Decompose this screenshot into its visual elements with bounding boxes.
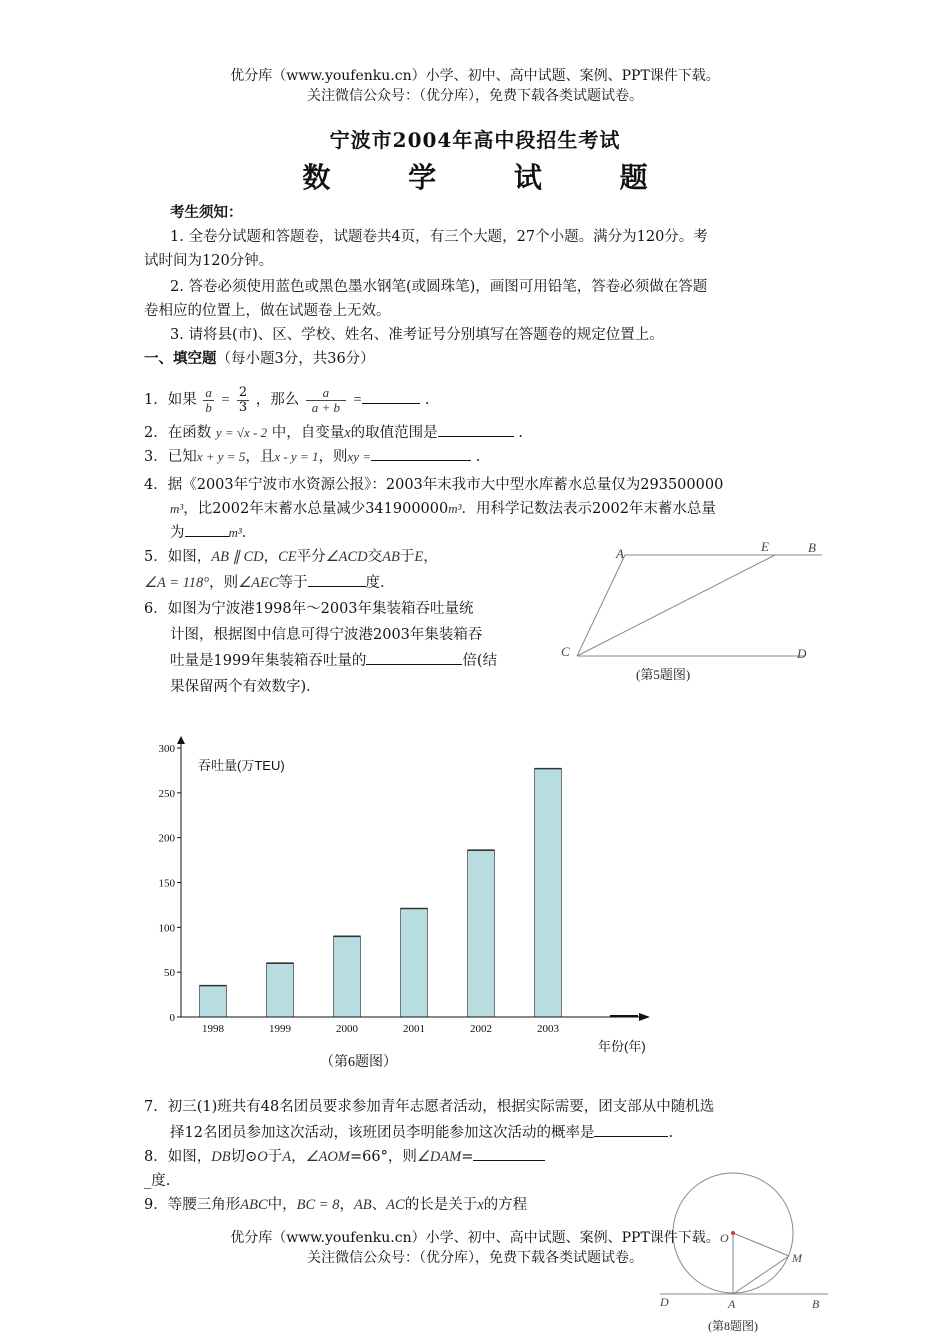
fig5-label-c: C	[561, 644, 570, 659]
x-tick-label-2002: 2002	[470, 1023, 492, 1035]
q2-mid: 中，自变量	[271, 425, 345, 441]
q6-l3-post: 倍(结	[462, 653, 498, 669]
fig5-line-ce	[577, 555, 775, 656]
fig5-caption: (第5题图)	[636, 667, 691, 682]
q5-line-2	[144, 572, 385, 594]
q6-line-4: 果保留两个有效数字)．	[170, 679, 321, 695]
q3-mid: ，且	[245, 449, 275, 465]
q5-ab-cd: AB ∥ CD	[211, 549, 264, 565]
y-tick-label: 50	[164, 967, 175, 980]
q5-bisect: 平分	[296, 549, 326, 565]
q6-line-2: 计图，根据图中信息可得宁波港2003年集装箱吞	[170, 627, 483, 643]
y-tick-label: 300	[158, 743, 175, 755]
q5-l1end: ，	[423, 549, 438, 565]
q3-f3: xy =	[347, 449, 372, 464]
q5-ab: AB	[382, 549, 400, 565]
q1-f2-num: 2	[238, 384, 248, 400]
q3-f2: x - y = 1	[274, 449, 319, 464]
q5-comma: ，	[263, 549, 279, 565]
section-1-note: （每小题3分，共36分）	[216, 351, 375, 367]
q5-at: 于	[399, 549, 415, 565]
fig5-line-ca	[577, 555, 625, 656]
footer-line-2: 关注微信公众号：（优分库），免费下载各类试题试卷。	[307, 1250, 643, 1266]
q1-f1-den: b	[205, 399, 212, 415]
question-2	[144, 422, 523, 444]
fig8-label-a: A	[728, 1297, 736, 1311]
header-line-2: 关注微信公众号：（优分库），免费下载各类试题试卷。	[307, 88, 643, 104]
fig5-label-a: A	[616, 546, 624, 561]
q1-eq1: =	[220, 392, 231, 408]
x-tick-label-1998: 1998	[202, 1023, 224, 1035]
x-tick-label-2003: 2003	[537, 1023, 559, 1035]
chart-xlabel: 年份(年)	[598, 1039, 646, 1054]
q6-line-3	[170, 650, 497, 672]
q5-unit: 度.	[365, 575, 385, 591]
y-tick-label: 150	[158, 877, 175, 890]
q4-unit3: m³	[228, 525, 242, 540]
y-tick-label: 100	[158, 922, 175, 935]
q7-l2-pre: 择12名团员参加这次活动，该班团员李明能参加这次活动的概率是	[170, 1125, 595, 1141]
q8-val: =66°	[349, 1149, 388, 1165]
q8-eq: =	[461, 1149, 474, 1165]
section-1-heading	[144, 348, 375, 370]
q6-line-1: 6．如图为宁波港1998年～2003年集装箱吞吐量统	[144, 601, 474, 617]
q4-unit1: m³	[170, 501, 184, 516]
q7-end: .	[668, 1125, 674, 1141]
q8-db: DB	[211, 1149, 231, 1165]
q8-tan: 切⊙	[230, 1149, 258, 1165]
q5-pre: 5．如图，	[144, 549, 212, 565]
q5-ce: CE	[278, 549, 297, 565]
notice-item-2b: 卷相应的位置上，做在试题卷上无效。	[144, 303, 391, 319]
notice-heading: 考生须知：	[170, 204, 243, 221]
q4-line-3	[170, 522, 256, 544]
q1-f3-num: a	[306, 386, 346, 401]
q4-answer-blank[interactable]	[185, 522, 229, 537]
q9-abc: ABC	[240, 1197, 268, 1213]
q5-equals: 等于	[278, 575, 308, 591]
q6-l3-pre: 吐量是1999年集装箱吞吐量的	[170, 653, 367, 669]
y-tick-label: 200	[158, 832, 175, 845]
bar-2000	[334, 936, 361, 1017]
q5-answer-blank[interactable]	[308, 572, 366, 587]
q2-answer-blank[interactable]	[438, 422, 514, 437]
notice-item-2a: 2. 答卷必须使用蓝色或黑色墨水钢笔(或圆珠笔)，画图可用铅笔，答卷必须做在答题	[170, 279, 708, 295]
q7-line-2	[170, 1122, 673, 1144]
bar-1998	[200, 986, 227, 1017]
question-3	[144, 446, 480, 468]
q9-bc: BC = 8	[296, 1197, 340, 1213]
q8-at: 于	[267, 1149, 283, 1165]
q9-pre: 9．等腰三角形	[144, 1197, 241, 1213]
chart-ylabel: 吞吐量(万TEU)	[198, 758, 285, 773]
question-9	[144, 1194, 527, 1216]
q3-pre: 3．已知	[144, 449, 197, 465]
y-tick-label: 0	[169, 1012, 175, 1024]
q5-line-1	[144, 546, 438, 568]
fig5-label-b: B	[808, 540, 816, 555]
q8-o: O	[257, 1149, 268, 1165]
q5-cross: 交	[367, 549, 383, 565]
y-tick-label: 250	[158, 787, 175, 800]
q4-line2-text: ，比2002年末蓄水总量减少341900000	[183, 501, 449, 517]
exam-subtitle: 数 学 试 题	[302, 161, 682, 194]
x-tick-label-2001: 2001	[403, 1023, 425, 1035]
notice-item-1b: 试时间为120分钟。	[144, 253, 274, 269]
q5-angle: ∠A = 118°	[144, 575, 210, 591]
q9-post: 的长是关于	[404, 1197, 478, 1213]
x-tick-label-2000: 2000	[336, 1023, 358, 1035]
q3-answer-blank[interactable]	[371, 446, 471, 461]
q8-answer-blank[interactable]	[473, 1146, 545, 1161]
q4-line2b-text: ．用科学记数法表示2002年末蓄水总量	[461, 501, 716, 517]
q1-num: 1．如果	[144, 392, 197, 408]
q9-end: 的方程	[483, 1197, 528, 1213]
figure-5	[550, 536, 840, 686]
q8-aom: ∠AOM	[305, 1149, 350, 1165]
q1-fraction-a-b	[203, 386, 214, 415]
q7-line-1: 7．初三(1)班共有48名团员要求参加青年志愿者活动，根据实际需要，团支部从中随机选	[144, 1099, 715, 1115]
q1-answer-blank[interactable]	[362, 389, 420, 404]
fig8-label-b: B	[812, 1297, 820, 1311]
q4-end: ．	[241, 525, 257, 541]
notice-item-1a: 1. 全卷分试题和答题卷，试题卷共4页，有三个大题，27个小题。满分为120分。考	[170, 229, 708, 245]
q9-x: x	[477, 1197, 484, 1213]
q1-end: .	[424, 392, 430, 408]
q4-line-2	[170, 498, 716, 520]
y-axis-arrow-icon	[177, 736, 185, 744]
q1-fraction-2-3	[237, 386, 249, 415]
q8-a: A	[282, 1149, 292, 1165]
chart-caption: （第6题图）	[320, 1055, 397, 1070]
q3-f1: x + y = 5	[196, 449, 246, 464]
q8-then: ，则	[387, 1149, 417, 1165]
q3-mid2: ，则	[318, 449, 348, 465]
q6-answer-blank[interactable]	[366, 650, 462, 665]
question-1	[144, 380, 429, 420]
bar-2001	[401, 909, 428, 1017]
fig8-label-d: D	[660, 1295, 669, 1309]
exam-title: 宁波市2004年高中段招生考试	[329, 128, 621, 152]
q8-line-1	[144, 1146, 545, 1168]
x-tick-label-1999: 1999	[269, 1023, 291, 1035]
q1-mid: ，那么	[255, 392, 300, 408]
q1-eq2: =	[352, 392, 363, 408]
q3-end: .	[475, 449, 481, 465]
fig8-label-m: M	[792, 1251, 802, 1265]
q5-then: ，则	[209, 575, 239, 591]
fig8-caption: (第8题图)	[708, 1319, 758, 1333]
bar-2002	[468, 850, 495, 1017]
q4-unit2: m³	[448, 501, 462, 516]
q8-pre: 8．如图，	[144, 1149, 212, 1165]
fig8-label-o: O	[720, 1231, 729, 1245]
figure-6-chart	[140, 734, 670, 1079]
q4-line3-pre: 为	[170, 525, 185, 541]
q5-e: E	[414, 549, 424, 565]
q1-f1-num: a	[205, 384, 212, 400]
section-1-title: 一、填空题	[144, 351, 217, 367]
q9-sep: 、	[371, 1197, 387, 1213]
q9-mid: 中，	[267, 1197, 297, 1213]
q2-post: 的取值范围是	[350, 425, 438, 441]
q5-acd: ∠ACD	[325, 549, 368, 565]
q1-fraction-a-apb	[306, 386, 346, 415]
q7-answer-blank[interactable]	[594, 1122, 668, 1137]
q5-aec: ∠AEC	[238, 575, 279, 591]
q2-var: x	[344, 425, 351, 441]
q1-f3-den: a + b	[311, 399, 340, 415]
bar-1999	[267, 963, 294, 1017]
bar-2003	[535, 769, 562, 1017]
notice-item-3: 3. 请将县(市)、区、学校、姓名、准考证号分别填写在答题卷的规定位置上。	[170, 327, 664, 343]
fig5-label-e: E	[761, 539, 769, 554]
q9-ab: AB	[353, 1197, 372, 1213]
x-axis-arrow-icon	[639, 1013, 650, 1021]
q9-comma: ，	[339, 1197, 354, 1213]
q8-comma: ，	[291, 1149, 306, 1165]
header-line-1: 优分库（www.youfenku.cn）小学、初中、高中试题、案例、PPT课件下载。	[230, 68, 720, 84]
footer-line-1: 优分库（www.youfenku.cn）小学、初中、高中试题、案例、PPT课件下载。	[230, 1230, 720, 1246]
q4-line-1: 4．据《2003年宁波市水资源公报》：2003年末我市大中型水库蓄水总量仅为293500000	[144, 477, 724, 493]
q2-end: .	[518, 425, 523, 441]
q2-pre: 2．在函数	[144, 425, 212, 441]
q9-ac: AC	[386, 1197, 405, 1213]
q1-f2-den: 3	[238, 399, 248, 415]
q8-line-2: _度.	[144, 1173, 171, 1189]
q8-dam: ∠DAM	[416, 1149, 462, 1165]
fig5-label-d: D	[797, 646, 807, 661]
q2-formula: y = √x - 2	[215, 425, 268, 440]
